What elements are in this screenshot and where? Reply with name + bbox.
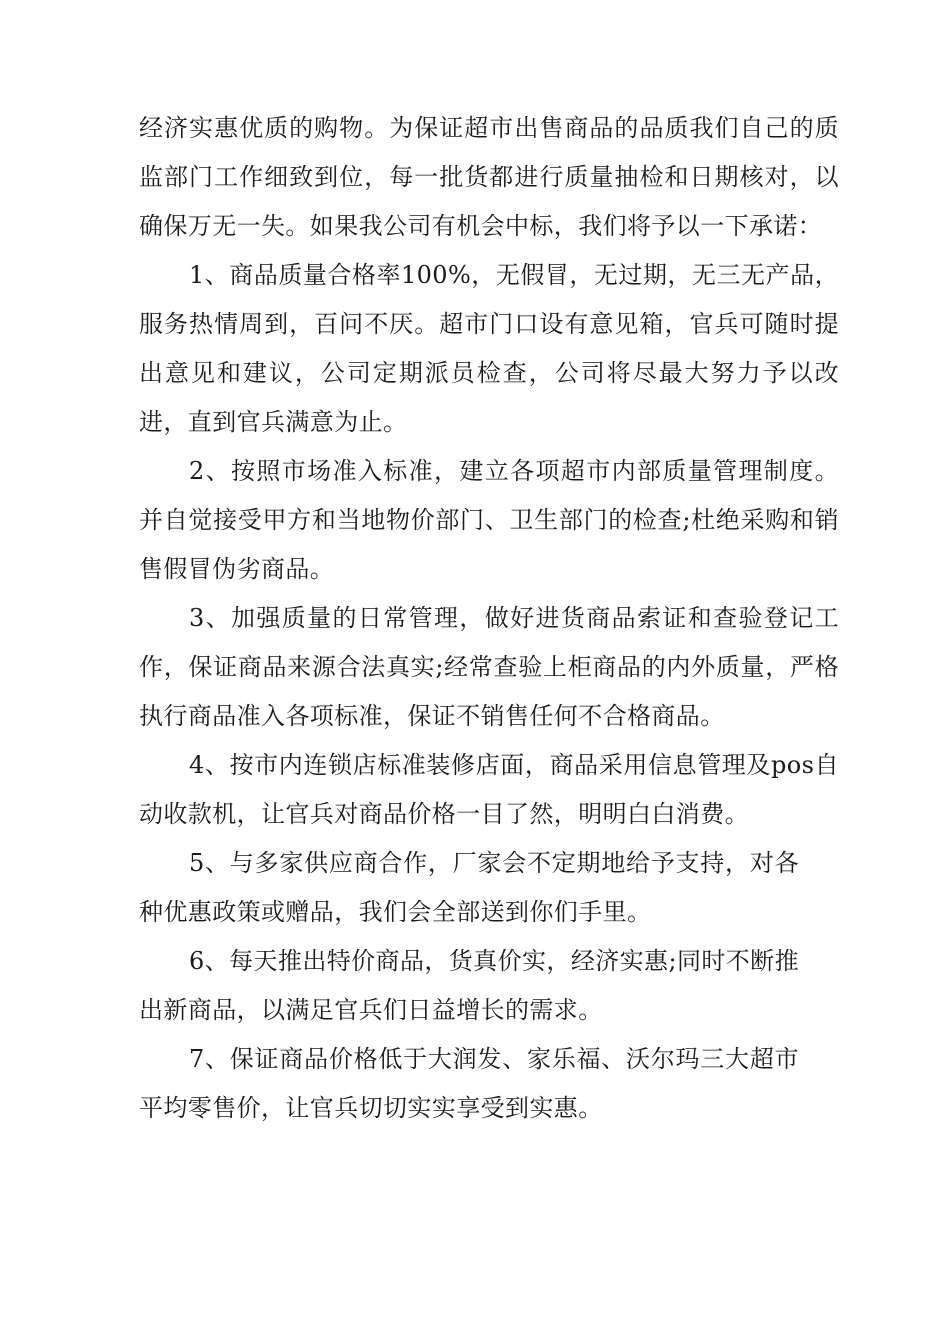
paragraph-intro: 经济实惠优质的购物。为保证超市出售商品的品质我们自己的质监部门工作细致到位，每一批货都进行质量抽检和日期核对，以确保万无一失。如果我公司有机会中标，我们将予以一下承诺： <box>139 114 839 240</box>
paragraph-commitment-4: 4、按市内连锁店标准装修店面，商品采用信息管理及pos自动收款机，让官兵对商品价格一目了然，明明白白消费。 <box>139 751 839 828</box>
paragraph-commitment-5: 5、与多家供应商合作，厂家会不定期地给予支持，对各种优惠政策或赠品，我们会全部送到你们手里。 <box>139 849 799 926</box>
document-body <box>139 104 839 1133</box>
paragraph-commitment-3: 3、加强质量的日常管理，做好进货商品索证和查验登记工作，保证商品来源合法真实;经常查验上柜商品的内外质量，严格执行商品准入各项标准，保证不销售任何不合格商品。 <box>139 604 839 730</box>
paragraph-commitment-2: 2、按照市场准入标准，建立各项超市内部质量管理制度。并自觉接受甲方和当地物价部门、卫生部门的检查;杜绝采购和销售假冒伪劣商品。 <box>139 457 839 583</box>
paragraph-commitment-7: 7、保证商品价格低于大润发、家乐福、沃尔玛三大超市平均零售价，让官兵切切实实享受到实惠。 <box>139 1045 799 1122</box>
paragraph-commitment-6: 6、每天推出特价商品，货真价实，经济实惠;同时不断推出新商品，以满足官兵们日益增长的需求。 <box>139 947 799 1024</box>
paragraph-commitment-1: 1、商品质量合格率100%，无假冒，无过期，无三无产品，服务热情周到，百问不厌。超市门口设有意见箱，官兵可随时提出意见和建议，公司定期派员检查，公司将尽最大努力予以改进，直到官兵满意为止。 <box>139 261 839 436</box>
